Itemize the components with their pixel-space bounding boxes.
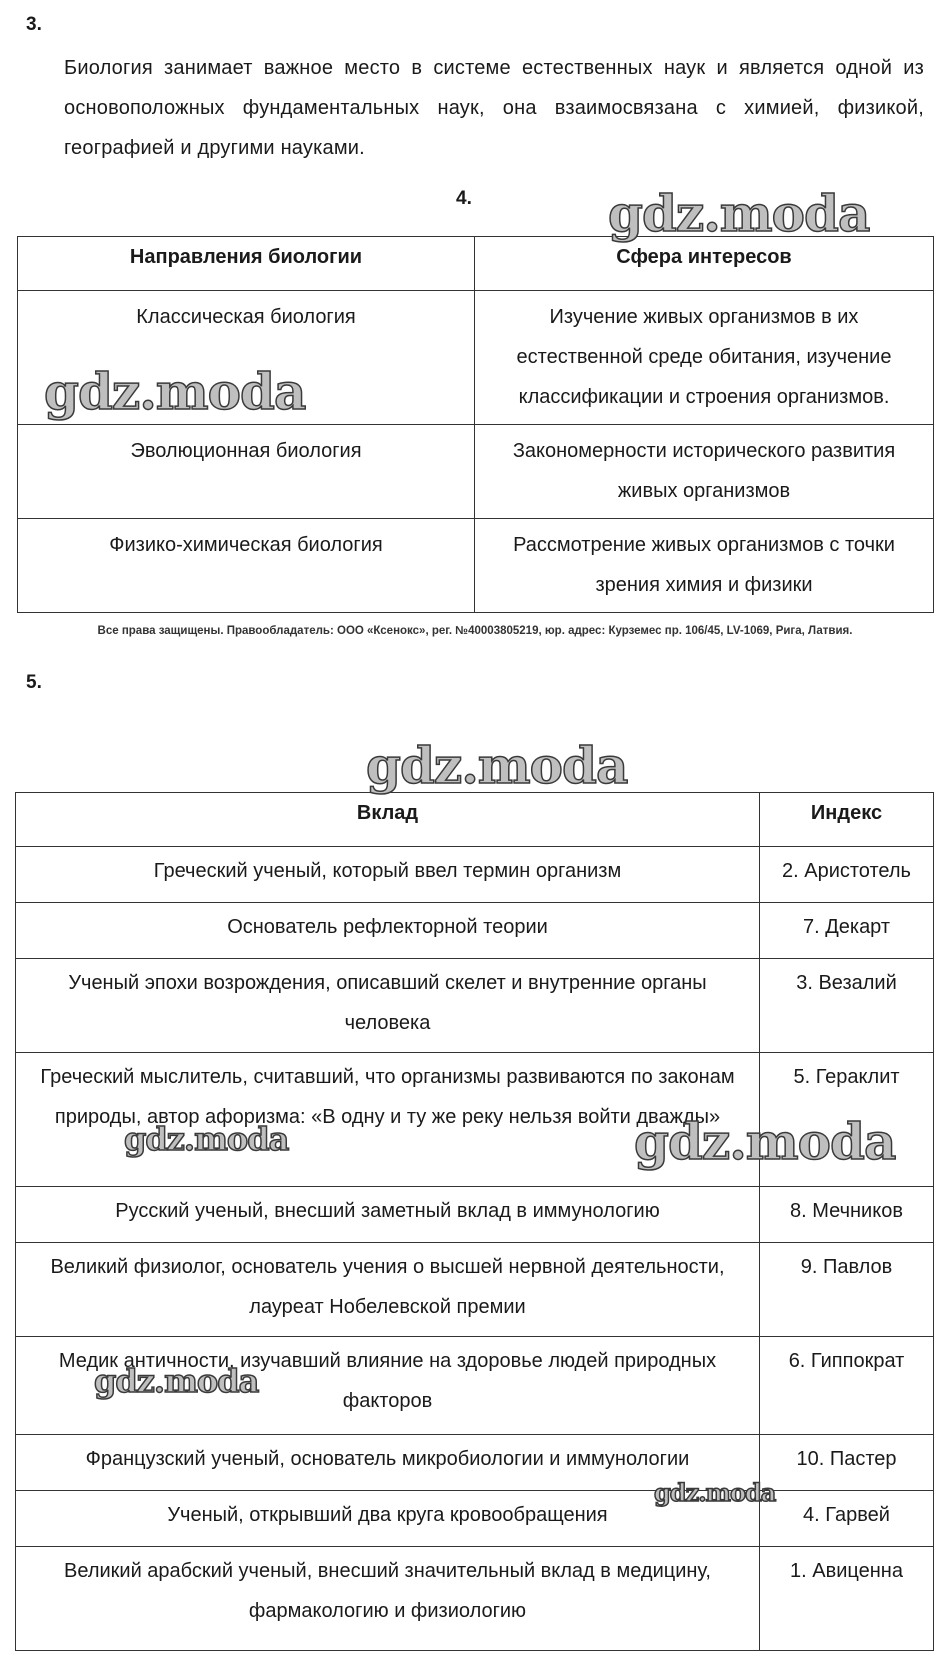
table-header-cell: Направления биологии	[18, 237, 475, 291]
watermark: gdz.moda	[94, 1362, 259, 1400]
table-cell: 7. Декарт	[760, 903, 934, 959]
copyright-footer: Все права защищены. Правообладатель: ООО «Ксенокс», рег. №40003805219, юр. адрес: Курземес пр. 106/45, LV-1069, Рига, Латвия.	[97, 625, 853, 637]
table-cell: Эволюционная биология	[18, 425, 475, 519]
table-cell: Русский ученый, внесший заметный вклад в иммунологию	[16, 1187, 760, 1243]
scientists-contribution-table	[15, 792, 934, 1651]
table-cell: 5. Гераклит	[760, 1053, 934, 1187]
table-row	[16, 1187, 934, 1243]
table-row	[16, 1243, 934, 1337]
table-row	[16, 1337, 934, 1435]
table-cell: Великий физиолог, основатель учения о высшей нервной деятельности, лауреат Нобелевской премии	[16, 1243, 760, 1337]
section-5-number: 5.	[26, 672, 42, 693]
table-cell: 9. Павлов	[760, 1243, 934, 1337]
table-cell: Ученый, открывший два круга кровообращения	[16, 1491, 760, 1547]
table-cell: 4. Гарвей	[760, 1491, 934, 1547]
watermark: gdz.moda	[366, 736, 628, 795]
table-header-cell: Индекс	[760, 793, 934, 847]
watermark: gdz.moda	[44, 362, 306, 421]
table-row	[16, 1491, 934, 1547]
table-row	[18, 519, 934, 613]
table-cell: Изучение живых организмов в их естественной среде обитания, изучение классификации и строения организмов.	[475, 291, 934, 425]
table-row	[18, 291, 934, 425]
table-cell: Закономерности исторического развития живых организмов	[475, 425, 934, 519]
table-cell: Греческий мыслитель, считавший, что организмы развиваются по законам природы, автор афоризма: «В одну и ту же реку нельзя войти дважды»	[16, 1053, 760, 1187]
table-cell: 1. Авиценна	[760, 1547, 934, 1651]
table-header-row	[16, 793, 934, 847]
table-header-cell: Сфера интересов	[475, 237, 934, 291]
table-header-row	[18, 237, 934, 291]
table-row	[16, 1053, 934, 1187]
table-row	[16, 1547, 934, 1651]
table-header-cell: Вклад	[16, 793, 760, 847]
table-cell: 6. Гиппократ	[760, 1337, 934, 1435]
watermark: gdz.moda	[608, 184, 870, 243]
table-cell: 10. Пастер	[760, 1435, 934, 1491]
section-3-number: 3.	[26, 14, 42, 35]
table-cell: 8. Мечников	[760, 1187, 934, 1243]
table-row	[16, 959, 934, 1053]
section-3-text: Биология занимает важное место в системе естественных наук и является одной из основоположных фундаментальных наук, она взаимосвязана с химией, физикой, географией и другими науками.	[64, 57, 924, 159]
table-cell: Рассмотрение живых организмов с точки зрения химия и физики	[475, 519, 934, 613]
table-cell: Медик античности, изучавший влияние на здоровье людей природных факторов	[16, 1337, 760, 1435]
table-cell: Великий арабский ученый, внесший значительный вклад в медицину, фармакологию и физиологию	[16, 1547, 760, 1651]
table-row	[18, 425, 934, 519]
table-cell: 3. Везалий	[760, 959, 934, 1053]
watermark: gdz.moda	[124, 1120, 289, 1158]
watermark: gdz.moda	[634, 1112, 896, 1171]
biology-directions-table	[17, 236, 934, 613]
table-cell: 2. Аристотель	[760, 847, 934, 903]
table-cell: Греческий ученый, который ввел термин организм	[16, 847, 760, 903]
table-cell: Ученый эпохи возрождения, описавший скелет и внутренние органы человека	[16, 959, 760, 1053]
section-4-number: 4.	[456, 188, 472, 209]
table-cell: Классическая биология	[18, 291, 475, 425]
table-row	[16, 1435, 934, 1491]
table-cell: Французский ученый, основатель микробиологии и иммунологии	[16, 1435, 760, 1491]
table-cell: Основатель рефлекторной теории	[16, 903, 760, 959]
table-row	[16, 847, 934, 903]
table-row	[16, 903, 934, 959]
watermark: gdz.moda	[654, 1478, 776, 1507]
table-cell: Физико-химическая биология	[18, 519, 475, 613]
